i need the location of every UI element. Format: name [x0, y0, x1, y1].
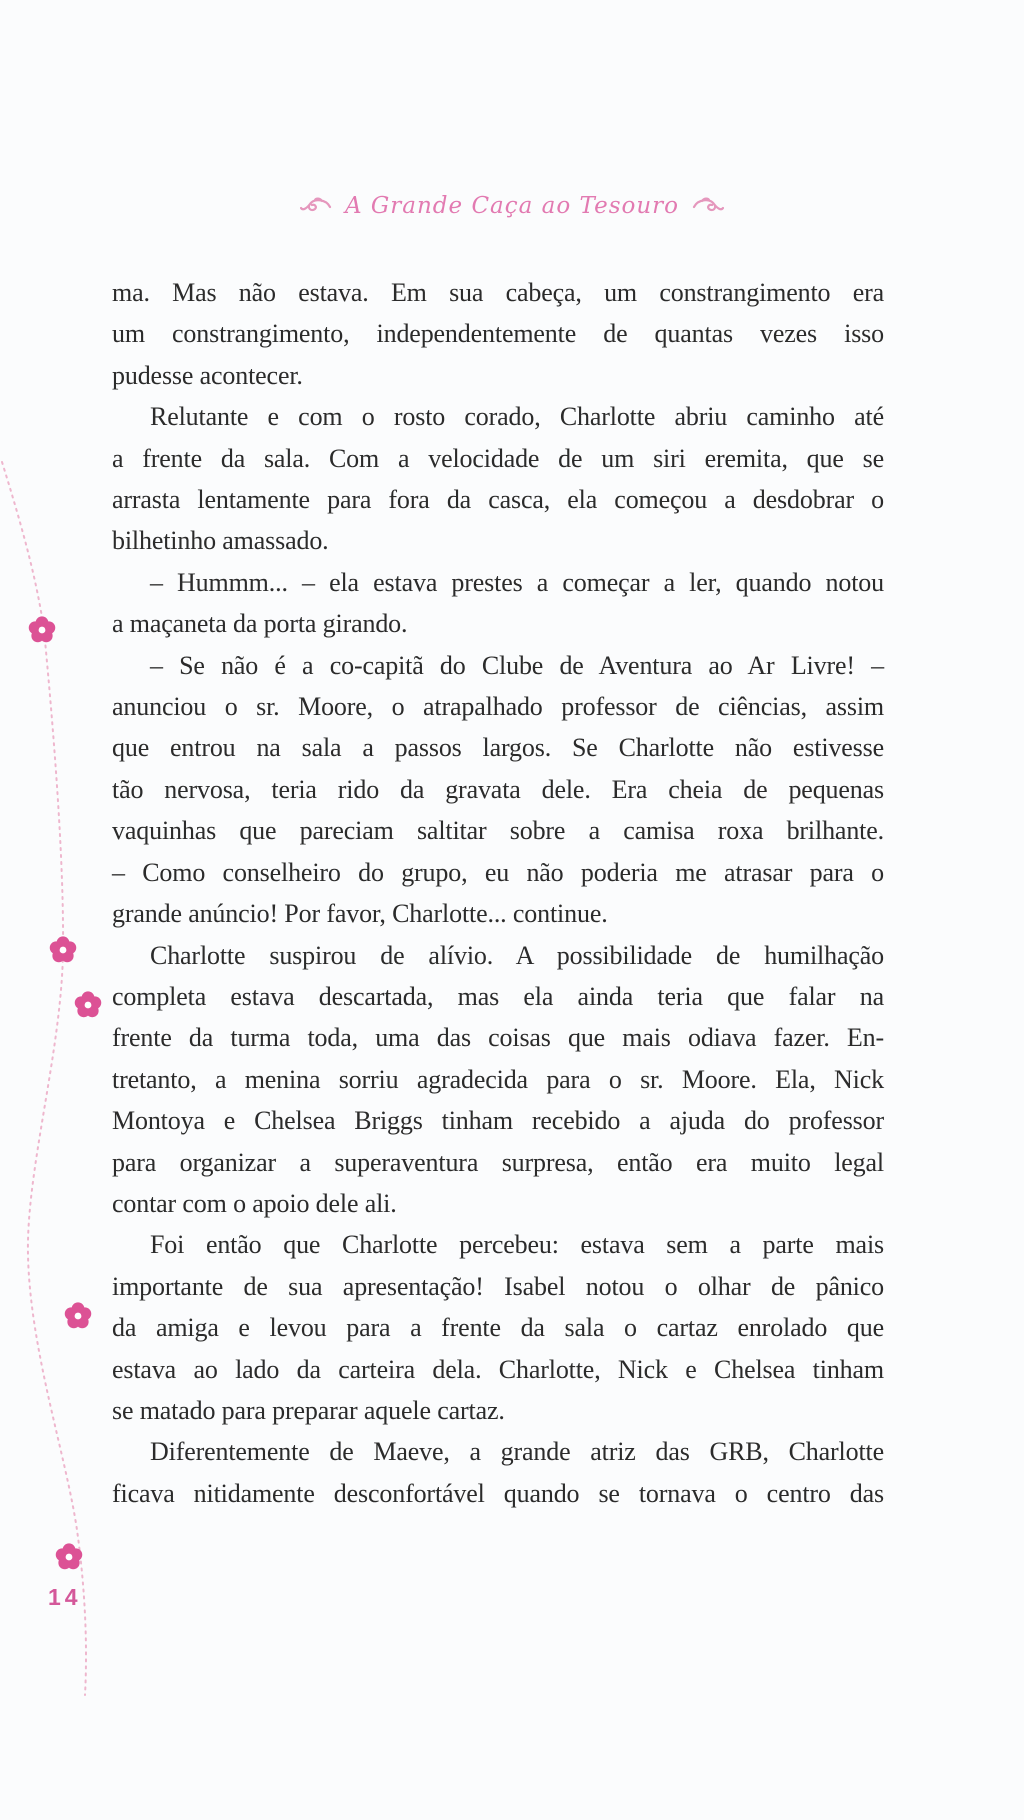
text-line: um constrangimento, independentemente de quantas vezes isso	[112, 319, 884, 349]
text-line: tão nervosa, teria rido da gravata dele. Era cheia de pequenas	[112, 774, 884, 804]
text-line: Montoya e Chelsea Briggs tinham recebido a ajuda do professor	[112, 1106, 884, 1136]
text-line: importante de sua apresentação! Isabel notou o olhar de pânico	[112, 1271, 884, 1301]
text-line: ficava nitidamente desconfortável quando se tornava o centro das	[112, 1478, 884, 1508]
book-title: A Grande Caça ao Tesouro	[344, 193, 680, 219]
text-line: da amiga e levou para a frente da sala o cartaz enrolado que	[112, 1313, 884, 1343]
text-line: – Se não é a co-capitã do Clube de Aventura ao Ar Livre! –	[150, 650, 884, 680]
flower-icon	[48, 935, 78, 965]
text-line: a maçaneta da porta girando.	[112, 609, 408, 639]
text-line: – Hummm... – ela estava prestes a começar a ler, quando notou	[150, 567, 884, 597]
text-line: a frente da sala. Com a velocidade de um siri eremita, que se	[112, 443, 884, 473]
text-line: se matado para preparar aquele cartaz.	[112, 1395, 505, 1425]
page-number: 14	[48, 1584, 82, 1610]
flower-icon	[54, 1542, 84, 1572]
text-line: arrasta lentamente para fora da casca, ela começou a desdobrar o	[112, 485, 884, 515]
text-line: ma. Mas não estava. Em sua cabeça, um constrangimento era	[112, 278, 884, 307]
text-line: pudesse acontecer.	[112, 360, 303, 390]
text-line: grande anúncio! Por favor, Charlotte... continue.	[112, 899, 608, 929]
text-line: completa estava descartada, mas ela ainda teria que falar na	[112, 981, 884, 1011]
text-line: que entrou na sala a passos largos. Se Charlotte não estivesse	[112, 733, 884, 763]
text-line: contar com o apoio dele ali.	[112, 1188, 397, 1218]
text-line: Charlotte suspirou de alívio. A possibilidade de humilhação	[150, 940, 884, 970]
header-flourish-left-icon	[300, 196, 332, 216]
text-line: Foi então que Charlotte percebeu: estava sem a parte mais	[150, 1230, 884, 1260]
flower-icon	[27, 615, 57, 645]
text-line: Relutante e com o rosto corado, Charlotte abriu caminho até	[150, 402, 884, 432]
text-line: estava ao lado da carteira dela. Charlotte, Nick e Chelsea tinham	[112, 1354, 884, 1384]
text-line: – Como conselheiro do grupo, eu não poderia me atrasar para o	[112, 857, 884, 887]
flower-icon	[73, 990, 103, 1020]
text-line: frente da turma toda, uma das coisas que mais odiava fazer. En-	[112, 1023, 884, 1053]
text-line: anunciou o sr. Moore, o atrapalhado professor de ciências, assim	[112, 692, 884, 722]
text-line: vaquinhas que pareciam saltitar sobre a camisa roxa brilhante.	[112, 816, 884, 846]
header-flourish-right-icon	[692, 196, 724, 216]
flower-icon	[63, 1301, 93, 1331]
text-line: Diferentemente de Maeve, a grande atriz das GRB, Charlotte	[150, 1437, 884, 1467]
text-block	[112, 272, 884, 1514]
text-line: bilhetinho amassado.	[112, 526, 329, 556]
text-line: tretanto, a menina sorriu agradecida para o sr. Moore. Ela, Nick	[112, 1064, 884, 1094]
text-line: para organizar a superaventura surpresa, então era muito legal	[112, 1147, 884, 1177]
running-header	[0, 188, 1024, 224]
